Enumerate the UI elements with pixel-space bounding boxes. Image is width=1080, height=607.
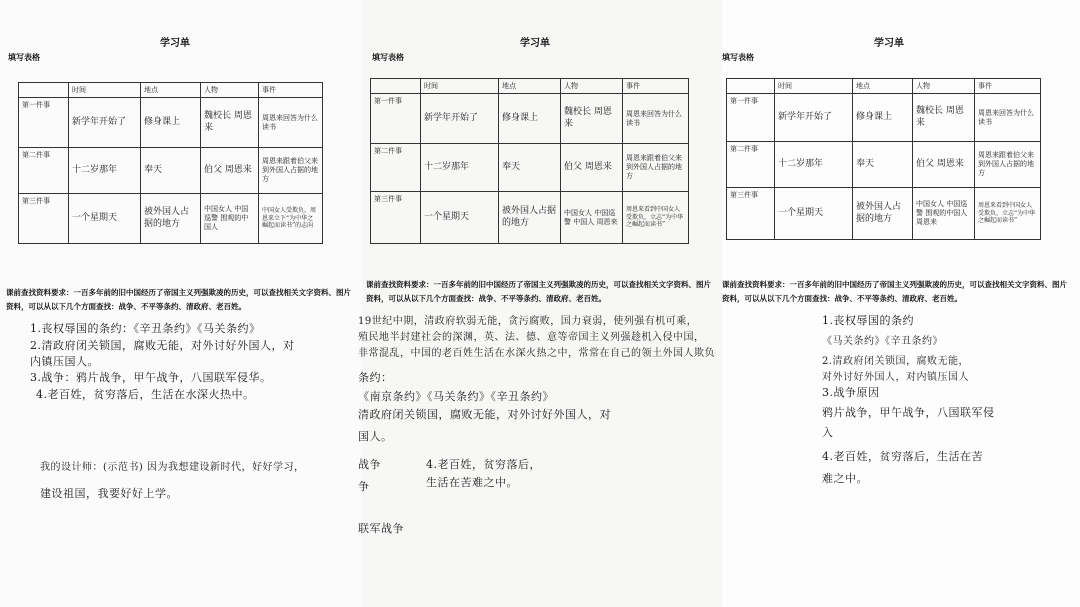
row-label: 第二件事 bbox=[371, 144, 421, 192]
note-line: 19世纪中期，清政府软弱无能，贪污腐败，国力衰弱，使列强有机可乘， bbox=[358, 316, 698, 327]
cell-people: 伯父 周恩来 bbox=[201, 148, 259, 194]
requirement-text: 课前查找资料要求：一百多年前的旧中国经历了帝国主义列强欺凌的历史，可以查找相关文字资料、图片资料，可以从以下几个方面查找：战争、不平等条约、清政府、老百姓。 bbox=[366, 280, 711, 303]
header-blank bbox=[19, 83, 69, 98]
cell-people: 中国女人 中国巡警 围观的中国人 bbox=[201, 194, 259, 244]
cell-time: 新学年开始了 bbox=[775, 94, 853, 142]
sheet-subtitle: 填写表格 bbox=[722, 53, 754, 62]
cell-event: 周恩来跟着伯父来到外国人占据的地方 bbox=[259, 148, 323, 194]
note-line: 4.老百姓，贫穷落后， bbox=[426, 458, 541, 471]
cell-time: 一个星期天 bbox=[69, 194, 141, 244]
cell-people: 中国女人 中国巡警 中国人 周恩来 bbox=[561, 192, 623, 244]
worksheet-1 bbox=[0, 0, 362, 607]
header-people: 人物 bbox=[913, 79, 975, 94]
cell-people: 伯父 周恩来 bbox=[913, 142, 975, 188]
note-line: 非常混乱，中国的老百姓生活在水深火热之中，常常在自己的领土外国人欺负 bbox=[358, 348, 715, 359]
header-blank bbox=[727, 79, 775, 94]
header-people: 人物 bbox=[201, 83, 259, 98]
header-people: 人物 bbox=[561, 79, 623, 94]
row-label: 第三件事 bbox=[371, 192, 421, 244]
note-line: 2.清政府闭关锁国，腐败无能，对外讨好外国人，对内镇压国人。 bbox=[30, 339, 295, 368]
note-line: 入 bbox=[822, 426, 834, 439]
requirement-text: 课前查找资料要求：一百多年前的旧中国经历了帝国主义列强欺凌的历史，可以查找相关文字资料、图片资料，可以从以下几个方面查找：战争、不平等条约、清政府、老百姓。 bbox=[6, 288, 351, 311]
event-table bbox=[370, 78, 689, 244]
cell-time: 新学年开始了 bbox=[69, 98, 141, 148]
cell-event: 周恩来跟着伯父来到外国人占据的地方 bbox=[623, 144, 689, 192]
note-line: 我的设计师：(示范书) 因为我想建设新时代，好好学习， bbox=[40, 462, 305, 473]
cell-event: 中国女人受欺负，周恩来立下“为中华之崛起而读书”的志向 bbox=[259, 194, 323, 244]
cell-event: 周恩来回答为什么读书 bbox=[975, 94, 1041, 142]
cell-place: 修身课上 bbox=[141, 98, 201, 148]
note-line: 争 bbox=[358, 480, 370, 493]
sheet-title: 学习单 bbox=[874, 38, 904, 49]
requirement-text: 课前查找资料要求：一百多年前的旧中国经历了帝国主义列强欺凌的历史，可以查找相关文字资料、图片资料，可以从以下几个方面查找：战争、不平等条约、清政府、老百姓。 bbox=[722, 280, 1067, 303]
cell-people: 魏校长 周恩来 bbox=[913, 94, 975, 142]
header-event: 事件 bbox=[975, 79, 1041, 94]
cell-place: 奉天 bbox=[499, 144, 561, 192]
worksheet-2 bbox=[358, 0, 722, 607]
row-label: 第一件事 bbox=[727, 94, 775, 142]
cell-place: 修身课上 bbox=[499, 94, 561, 144]
cell-event: 周恩来跟着伯父来到外国人占据的地方 bbox=[975, 142, 1041, 188]
note-line: 3.战争原因 bbox=[822, 386, 880, 399]
note-line: 对外讨好外国人，对内镇压国人 bbox=[822, 372, 969, 383]
cell-time: 一个星期天 bbox=[421, 192, 499, 244]
cell-time: 新学年开始了 bbox=[421, 94, 499, 144]
cell-event: 周恩来看到中国女人受欺负，立志“为中华之崛起而读书” bbox=[975, 188, 1041, 240]
note-line: 鸦片战争，甲午战争，八国联军侵 bbox=[822, 406, 995, 419]
header-blank bbox=[371, 79, 421, 94]
cell-time: 十二岁那年 bbox=[775, 142, 853, 188]
header-event: 事件 bbox=[259, 83, 323, 98]
note-line: 2.清政府闭关锁国，腐败无能， bbox=[822, 356, 970, 367]
note-line: 3.战争：鸦片战争，甲午战争，八国联军侵华。 bbox=[30, 371, 272, 384]
cell-time: 十二岁那年 bbox=[421, 144, 499, 192]
cell-place: 修身课上 bbox=[853, 94, 913, 142]
sheet-title: 学习单 bbox=[160, 38, 190, 49]
header-time: 时间 bbox=[421, 79, 499, 94]
row-label: 第二件事 bbox=[727, 142, 775, 188]
header-event: 事件 bbox=[623, 79, 689, 94]
sheet-title: 学习单 bbox=[520, 38, 550, 49]
row-label: 第二件事 bbox=[19, 148, 69, 194]
worksheet-3 bbox=[722, 0, 1080, 607]
row-label: 第三件事 bbox=[19, 194, 69, 244]
note-line: 殖民地半封建社会的深渊，英、法、德、意等帝国主义列强趁机入侵中国， bbox=[358, 332, 705, 343]
note-line: 4.老百姓，贫穷落后，生活在水深火热中。 bbox=[36, 388, 255, 401]
cell-place: 被外国人占据的地方 bbox=[141, 194, 201, 244]
note-line: 1.丧权辱国的条约：《辛丑条约》《马关条约》 bbox=[30, 322, 261, 335]
note-line: 难之中。 bbox=[822, 472, 868, 485]
note-line: 1.丧权辱国的条约 bbox=[822, 314, 914, 327]
header-place: 地点 bbox=[499, 79, 561, 94]
cell-people: 魏校长 周恩来 bbox=[561, 94, 623, 144]
sheet-subtitle: 填写表格 bbox=[372, 53, 404, 62]
cell-people: 魏校长 周恩来 bbox=[201, 98, 259, 148]
note-line: 4.老百姓，贫穷落后，生活在苦 bbox=[822, 450, 983, 463]
cell-event: 周恩来回答为什么读书 bbox=[623, 94, 689, 144]
event-table bbox=[726, 78, 1041, 240]
cell-time: 十二岁那年 bbox=[69, 148, 141, 194]
note-line: 国人。 bbox=[358, 430, 393, 443]
note-line: 《南京条约》《马关条约》《辛丑条约》 bbox=[358, 390, 554, 403]
cell-event: 周恩来看到中国女人受欺负，立志“为中华之崛起而读书” bbox=[623, 192, 689, 244]
cell-place: 奉天 bbox=[141, 148, 201, 194]
cell-people: 伯父 周恩来 bbox=[561, 144, 623, 192]
cell-event: 周恩来回答为什么读书 bbox=[259, 98, 323, 148]
note-line: 联军战争 bbox=[358, 522, 404, 535]
cell-time: 一个星期天 bbox=[775, 188, 853, 240]
header-time: 时间 bbox=[775, 79, 853, 94]
note-line: 《马关条约》《辛丑条约》 bbox=[822, 336, 943, 347]
row-label: 第一件事 bbox=[19, 98, 69, 148]
sheet-subtitle: 填写表格 bbox=[8, 53, 40, 62]
cell-place: 奉天 bbox=[853, 142, 913, 188]
cell-people: 中国女人 中国巡警 围观的中国人 周恩来 bbox=[913, 188, 975, 240]
header-place: 地点 bbox=[853, 79, 913, 94]
row-label: 第三件事 bbox=[727, 188, 775, 240]
note-line: 条约： bbox=[358, 371, 393, 384]
header-place: 地点 bbox=[141, 83, 201, 98]
note-line: 战争 bbox=[358, 458, 381, 471]
event-table bbox=[18, 82, 323, 244]
note-line: 清政府闭关锁国，腐败无能，对外讨好外国人，对 bbox=[358, 408, 611, 421]
cell-place: 被外国人占据的地方 bbox=[853, 188, 913, 240]
header-time: 时间 bbox=[69, 83, 141, 98]
row-label: 第一件事 bbox=[371, 94, 421, 144]
cell-place: 被外国人占据的地方 bbox=[499, 192, 561, 244]
note-line: 建设祖国，我要好好上学。 bbox=[40, 487, 178, 500]
note-line: 生活在苦难之中。 bbox=[426, 476, 518, 489]
